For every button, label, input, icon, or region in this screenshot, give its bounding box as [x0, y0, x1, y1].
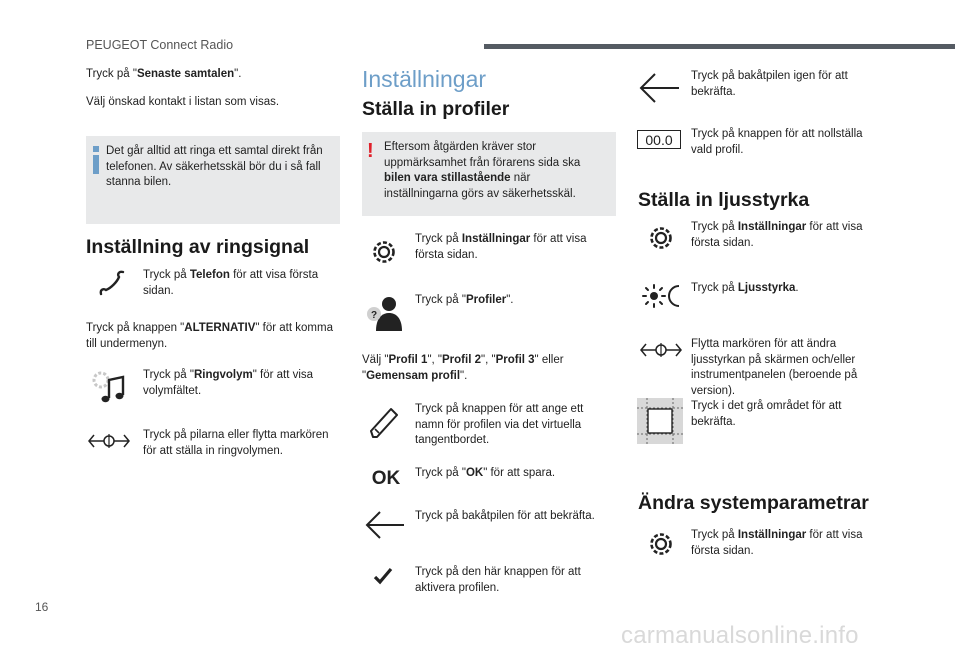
- grey-area-icon: [637, 398, 683, 444]
- back-arrow-icon: [636, 70, 682, 106]
- info-box: [86, 136, 340, 224]
- step-move-cursor-brightness: Flytta markören för att ändra ljusstyrkan på skärmen och/eller instrumentpanelen (beroende på version).: [691, 338, 858, 397]
- step-telefon: Tryck på Telefon för att visa första sidan.: [143, 269, 319, 297]
- profile-user-icon: [364, 292, 406, 332]
- paragraph-recent-calls: Tryck på "Senaste samtalen".: [86, 68, 242, 80]
- document-header-title: PEUGEOT Connect Radio: [86, 38, 234, 52]
- step-name-keyboard: Tryck på knappen för att ange ett namn för profilen via det virtuella tangentbordet.: [415, 403, 584, 446]
- ok-icon: OK: [371, 468, 401, 489]
- back-arrow-icon: [362, 508, 408, 542]
- gear-icon: [368, 236, 400, 268]
- step-ringvolym: Tryck på "Ringvolym" för att visa volymfältet.: [143, 369, 314, 397]
- step-profiler: Tryck på "Profiler".: [415, 294, 514, 306]
- checkmark-icon: [370, 565, 396, 587]
- warning-box: [362, 132, 616, 216]
- paragraph-choose-contact: Välj önskad kontakt i listan som visas.: [86, 96, 280, 108]
- brightness-sun-moon-icon: [641, 282, 685, 310]
- gear-icon: [645, 222, 677, 254]
- step-back-again: Tryck på bakåtpilen igen för att bekräfta.: [691, 70, 848, 98]
- paragraph-alternativ: Tryck på knappen "ALTERNATIV" för att komma till undermenyn.: [86, 322, 333, 350]
- section-title-settings: Inställningar: [362, 66, 487, 92]
- reset-icon: 00.0: [637, 130, 681, 149]
- step-ringvolym-arrows: Tryck på pilarna eller flytta markören för att ställa in ringvolymen.: [143, 429, 329, 457]
- pencil-icon: [366, 404, 402, 442]
- info-icon: [92, 146, 100, 174]
- warning-box-text: Eftersom åtgärden kräver stor uppmärksamhet från förarens sida ska bilen vara stillastående när inställningarna görs av säkerhetsskäl.: [384, 141, 581, 200]
- step-ljusstyrka: Tryck på Ljusstyrka.: [691, 282, 799, 294]
- settings-music-icon: [88, 368, 132, 408]
- heading-brightness: Ställa in ljusstyrka: [638, 189, 810, 211]
- slider-icon: [638, 338, 684, 362]
- info-box-text: Det går alltid att ringa ett samtal direkt från telefonen. Av säkerhetsskäl bör du i så fall stanna bilen.: [106, 145, 323, 188]
- step-back-confirm: Tryck på bakåtpilen för att bekräfta.: [415, 510, 595, 522]
- step-settings-profiles: Tryck på Inställningar för att visa första sidan.: [415, 233, 587, 261]
- svg-text:?: ?: [370, 310, 378, 321]
- watermark: carmanualsonline.info: [621, 622, 859, 649]
- step-reset-profile: Tryck på knappen för att nollställa vald profil.: [691, 128, 863, 156]
- step-settings-system: Tryck på Inställningar för att visa första sidan.: [691, 529, 863, 557]
- heading-system-parameters: Ändra systemparametrar: [638, 492, 869, 514]
- step-ok: Tryck på "OK" för att spara.: [415, 467, 556, 479]
- warning-icon: !: [367, 140, 374, 162]
- phone-icon: [92, 267, 132, 299]
- paragraph-choose-profile: Välj "Profil 1", "Profil 2", "Profil 3" eller "Gemensam profil".: [362, 354, 564, 382]
- step-activate-profile: Tryck på den här knappen för att aktivera profilen.: [415, 566, 581, 594]
- slider-icon: [86, 428, 132, 454]
- step-grey-area-confirm: Tryck i det grå området för att bekräfta.: [691, 400, 842, 428]
- page-number: 16: [35, 600, 49, 614]
- heading-profiles: Ställa in profiler: [362, 98, 510, 120]
- header-bar: [484, 44, 955, 49]
- gear-icon: [645, 528, 677, 560]
- heading-ringtone: Inställning av ringsignal: [86, 236, 310, 258]
- step-settings-brightness: Tryck på Inställningar för att visa första sidan.: [691, 221, 863, 249]
